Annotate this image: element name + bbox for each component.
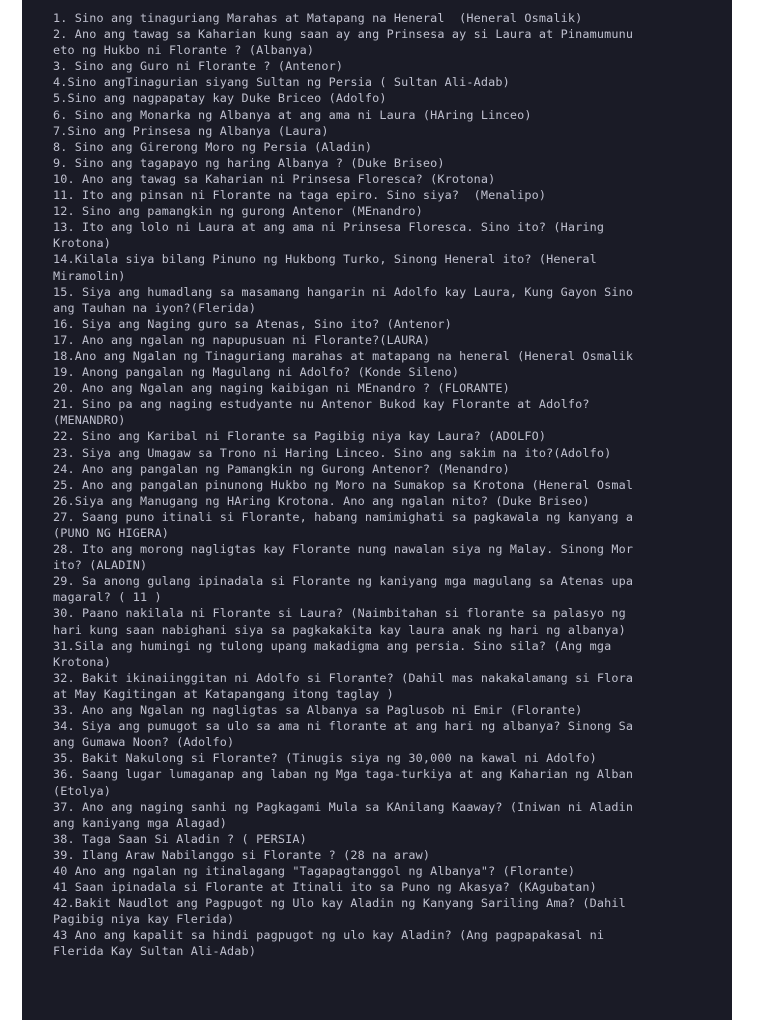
terminal-line: 10. Ano ang tawag sa Kaharian ni Prinsesa Floresca? (Krotona)	[53, 171, 496, 186]
terminal-line: 32. Bakit ikinaiinggitan ni Adolfo si Florante? (Dahil mas nakakalamang si Flora	[53, 670, 634, 685]
terminal-line: ito? (ALADIN)	[53, 558, 148, 573]
terminal-line: 20. Ano ang Ngalan ang naging kaibigan ni MEnandro ? (FLORANTE)	[53, 381, 510, 396]
terminal-line: 35. Bakit Nakulong si Florante? (Tinugis siya ng 30,000 na kawal ni Adolfo)	[53, 751, 597, 766]
terminal-window	[22, 0, 732, 1020]
terminal-line: 3. Sino ang Guro ni Florante ? (Antenor)	[53, 59, 344, 74]
terminal-line: 5.Sino ang nagpapatay kay Duke Briceo (Adolfo)	[53, 91, 387, 106]
terminal-line: 41 Saan ipinadala si Florante at Itinali ito sa Puno ng Akasya? (KAgubatan)	[53, 880, 597, 895]
terminal-line: 42.Bakit Naudlot ang Pagpugot ng Ulo kay Aladin ng Kanyang Sariling Ama? (Dahil	[53, 896, 626, 911]
terminal-line: 22. Sino ang Karibal ni Florante sa Pagibig niya kay Laura? (ADOLFO)	[53, 429, 547, 444]
terminal-line: 19. Anong pangalan ng Magulang ni Adolfo? (Konde Sileno)	[53, 365, 460, 380]
terminal-line: 24. Ano ang pangalan ng Pamangkin ng Gurong Antenor? (Menandro)	[53, 461, 510, 476]
terminal-line: (MENANDRO)	[53, 413, 126, 428]
terminal-line: 27. Saang puno itinali si Florante, habang namimighati sa pagkawala ng kanyang a	[53, 509, 634, 524]
terminal-line: hari kung saan nabighani siya sa pagkakakita kay laura anak ng hari ng albanya)	[53, 622, 626, 637]
terminal-line: 16. Siya ang Naging guro sa Atenas, Sino ito? (Antenor)	[53, 316, 452, 331]
terminal-line: 23. Siya ang Umagaw sa Trono ni Haring Linceo. Sino ang sakim na ito?(Adolfo)	[53, 445, 612, 460]
terminal-line: 14.Kilala siya bilang Pinuno ng Hukbong Turko, Sinong Heneral ito? (Heneral	[53, 252, 597, 267]
terminal-line: Krotona)	[53, 236, 112, 251]
terminal-line: ang Gumawa Noon? (Adolfo)	[53, 735, 235, 750]
terminal-line: (Etolya)	[53, 783, 112, 798]
terminal-line: Flerida Kay Sultan Ali-Adab)	[53, 944, 257, 959]
terminal-line: (PUNO NG HIGERA)	[53, 526, 170, 540]
terminal-line: eto ng Hukbo ni Florante ? (Albanya)	[53, 43, 315, 58]
terminal-line: 39. Ilang Araw Nabilanggo si Florante ? (28 na araw)	[53, 847, 431, 862]
terminal-line: 33. Ano ang Ngalan ng nagligtas sa Albanya sa Paglusob ni Emir (Florante)	[53, 703, 583, 718]
terminal-line: 8. Sino ang Girerong Moro ng Persia (Aladin)	[53, 139, 373, 154]
terminal-line: 9. Sino ang tagapayo ng haring Albanya ? (Duke Briseo)	[53, 155, 445, 170]
terminal-line: 34. Siya ang pumugot sa ulo sa ama ni florante at ang hari ng albanya? Sinong Sa	[53, 719, 634, 734]
terminal-line: 6. Sino ang Monarka ng Albanya at ang ama ni Laura (HAring Linceo)	[53, 107, 532, 122]
terminal-line: 40 Ano ang ngalan ng itinalagang "Tagapagtanggol ng Albanya"? (Florante)	[53, 863, 576, 878]
terminal-line: 29. Sa anong gulang ipinadala si Florante ng kaniyang mga magulang sa Atenas upa	[53, 574, 634, 589]
terminal-line: 36. Saang lugar lumaganap ang laban ng Mga taga-turkiya at ang Kaharian ng Alban	[53, 767, 634, 782]
terminal-line: magaral? ( 11 )	[53, 590, 162, 605]
terminal-line: 28. Ito ang morong nagligtas kay Florante nung nawalan siya ng Malay. Sinong Mor	[53, 542, 634, 557]
terminal-line: 4.Sino angTinagurian siyang Sultan ng Persia ( Sultan Ali-Adab)	[53, 75, 510, 90]
terminal-line: 30. Paano nakilala ni Florante si Laura? (Naimbitahan si florante sa palasyo ng	[53, 606, 626, 621]
terminal-line: ang Tauhan na iyon?(Flerida)	[53, 300, 257, 315]
terminal-line: 26.Siya ang Manugang ng HAring Krotona. Ano ang ngalan nito? (Duke Briseo)	[53, 493, 590, 508]
terminal-line: at May Kagitingan at Katapangang itong taglay )	[53, 686, 394, 701]
terminal-line: 38. Taga Saan Si Aladin ? ( PERSIA)	[53, 831, 307, 846]
terminal-line: 7.Sino ang Prinsesa ng Albanya (Laura)	[53, 123, 329, 138]
terminal-line: Pagibig niya kay Flerida)	[53, 912, 235, 927]
terminal-line: 37. Ano ang naging sanhi ng Pagkagami Mula sa KAnilang Kaaway? (Iniwan ni Aladin	[53, 799, 634, 814]
terminal-line: 13. Ito ang lolo ni Laura at ang ama ni Prinsesa Floresca. Sino ito? (Haring	[53, 220, 605, 235]
terminal-line: 18.Ano ang Ngalan ng Tinaguriang marahas at matapang na heneral (Heneral Osmalik	[53, 348, 634, 363]
terminal-line: 43 Ano ang kapalit sa hindi pagpugot ng ulo kay Aladin? (Ang pagpapakasal ni	[53, 928, 605, 943]
terminal-line: Krotona)	[53, 654, 112, 669]
terminal-line: ang kaniyang mga Alagad)	[53, 815, 228, 830]
terminal-line: 1. Sino ang tinaguriang Marahas at Matapang na Heneral (Heneral Osmalik)	[53, 11, 583, 25]
terminal-output	[53, 10, 732, 960]
terminal-line: 17. Ano ang ngalan ng napupusuan ni Florante?(LAURA)	[53, 332, 431, 347]
terminal-line: 15. Siya ang humadlang sa masamang hangarin ni Adolfo kay Laura, Kung Gayon Sino	[53, 284, 634, 299]
terminal-line: 25. Ano ang pangalan pinunong Hukbo ng Moro na Sumakop sa Krotona (Heneral Osmal	[53, 477, 634, 492]
terminal-line: 31.Sila ang humingi ng tulong upang makadigma ang persia. Sino sila? (Ang mga	[53, 638, 612, 653]
terminal-line: 11. Ito ang pinsan ni Florante na taga epiro. Sino siya? (Menalipo)	[53, 188, 547, 203]
terminal-line: 2. Ano ang tawag sa Kaharian kung saan ay ang Prinsesa ay si Laura at Pinamumunu	[53, 27, 634, 42]
terminal-line: 12. Sino ang pamangkin ng gurong Antenor (MEnandro)	[53, 204, 423, 219]
terminal-line: Miramolin)	[53, 268, 126, 283]
terminal-line: 21. Sino pa ang naging estudyante nu Antenor Bukod kay Florante at Adolfo?	[53, 397, 590, 412]
